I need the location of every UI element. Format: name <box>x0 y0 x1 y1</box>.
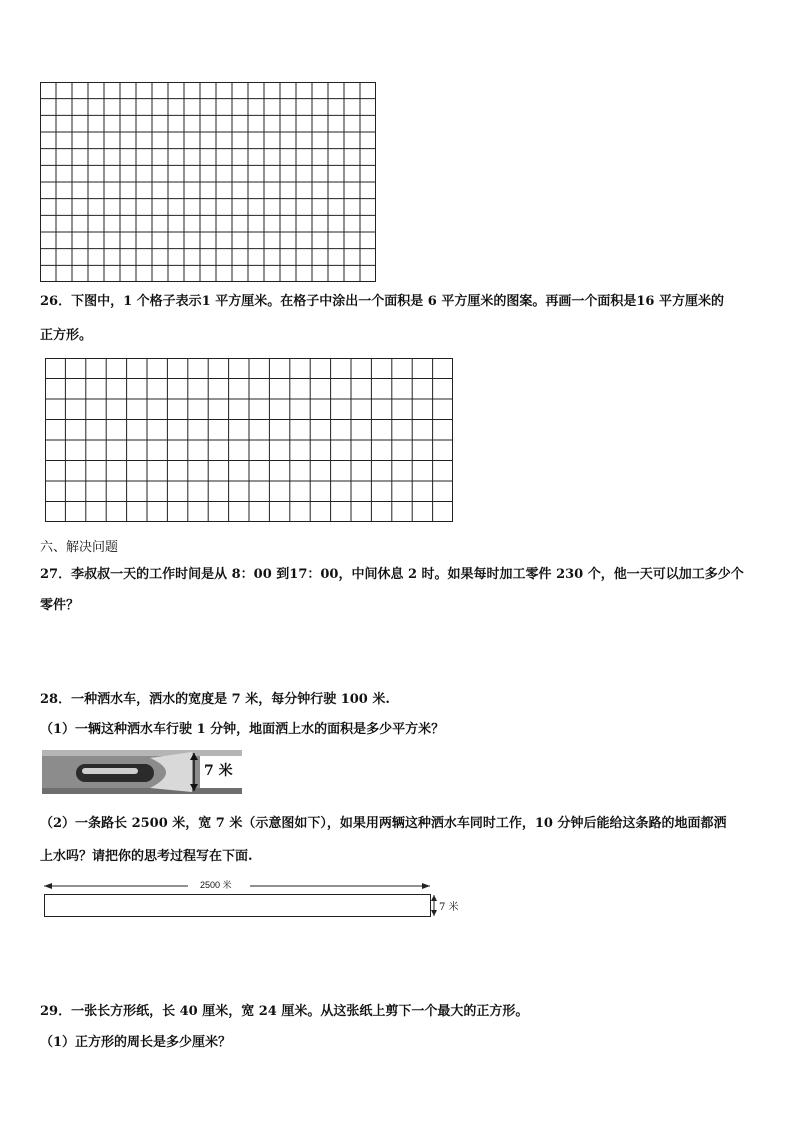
q26-text-line2: 正方形。 <box>40 328 93 343</box>
section-6-title: 六、解决问题 <box>40 540 119 555</box>
q28-sub2-line1: （2）一条路长 2500 米，宽 7 米（示意图如下），如果用两辆这种洒水车同时工作，10 分钟后能给这条路的地面都洒 <box>40 816 727 831</box>
road-width-label: 7 米 <box>439 902 459 913</box>
q26-text-line1: 26．下图中，1 个格子表示1 平方厘米。在格子中涂出一个面积是 6 平方厘米的图案。再画一个面积是16 平方厘米的 <box>40 294 724 309</box>
q29-intro: 29．一张长方形纸，长 40 厘米，宽 24 厘米。从这张纸上剪下一个最大的正方形。 <box>40 1004 529 1019</box>
road-diagram <box>40 876 470 922</box>
q29-sub1: （1）正方形的周长是多少厘米？ <box>40 1035 232 1050</box>
q28-sub2-line2: 上水吗？请把你的思考过程写在下面. <box>40 849 253 864</box>
q28-sub1: （1）一辆这种洒水车行驶 1 分钟，地面洒上水的面积是多少平方米？ <box>40 722 445 737</box>
q27-text-line2: 零件？ <box>40 598 80 613</box>
top-grid <box>40 82 376 282</box>
q27-text-line1: 27．李叔叔一天的工作时间是从 8：00 到17：00，中间休息 2 时。如果每时加工零件 230 个，他一天可以加工多少个 <box>40 567 744 582</box>
truck-width-label: 7 米 <box>204 763 233 779</box>
road-length-label: 2500 米 <box>200 880 232 890</box>
q26-grid[interactable] <box>45 358 453 522</box>
road-dimension-lines <box>40 876 470 922</box>
sprinkler-truck-image <box>42 750 242 794</box>
q28-intro: 28．一种洒水车，洒水的宽度是 7 米，每分钟行驶 100 米. <box>40 692 390 707</box>
